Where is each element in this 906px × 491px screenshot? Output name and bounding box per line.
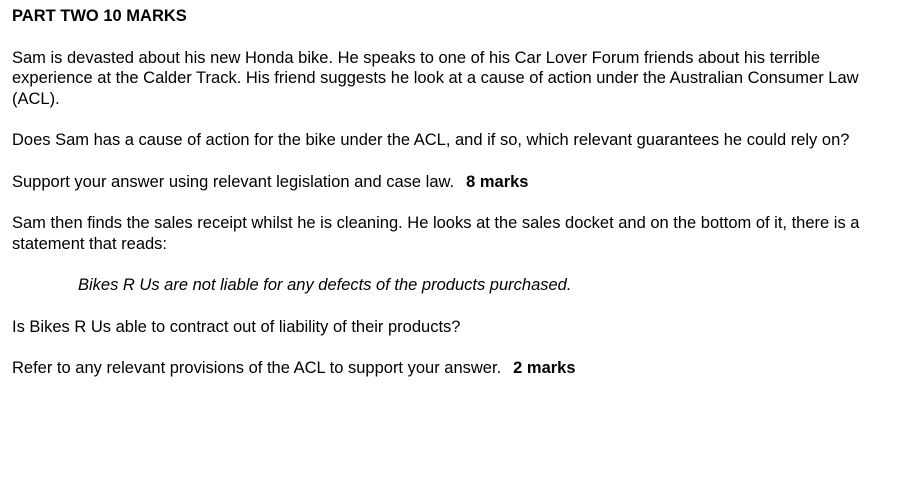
section-heading: PART TWO 10 MARKS — [12, 7, 187, 25]
receipt-paragraph: Sam then finds the sales receipt whilst he is cleaning. He looks at the sales docket and on the bottom of it, there is a statement that reads: — [12, 214, 860, 253]
refer-instruction-text: Refer to any relevant provisions of the ACL to support your answer. — [12, 359, 502, 377]
support-instruction-paragraph — [12, 172, 892, 193]
support-instruction-text: Support your answer using relevant legislation and case law. — [12, 172, 455, 191]
question-one-paragraph: Does Sam has a cause of action for the bike under the ACL, and if so, which relevant guarantees he could rely on? — [12, 131, 850, 149]
refer-instruction-paragraph — [12, 358, 892, 379]
document-body — [12, 6, 892, 400]
question-two-paragraph: Is Bikes R Us able to contract out of liability of their products? — [12, 317, 461, 336]
receipt-quote: Bikes R Us are not liable for any defects of the products purchased. — [78, 276, 572, 294]
marks-label: 8 marks — [466, 172, 529, 191]
scenario-paragraph: Sam is devasted about his new Honda bike. He speaks to one of his Car Lover Forum friends about his terrible experience at the Calder Track. His friend suggests he look at a cause of action under the Australian Consumer Law (ACL). — [12, 48, 859, 108]
marks-label: 2 marks — [513, 359, 576, 377]
